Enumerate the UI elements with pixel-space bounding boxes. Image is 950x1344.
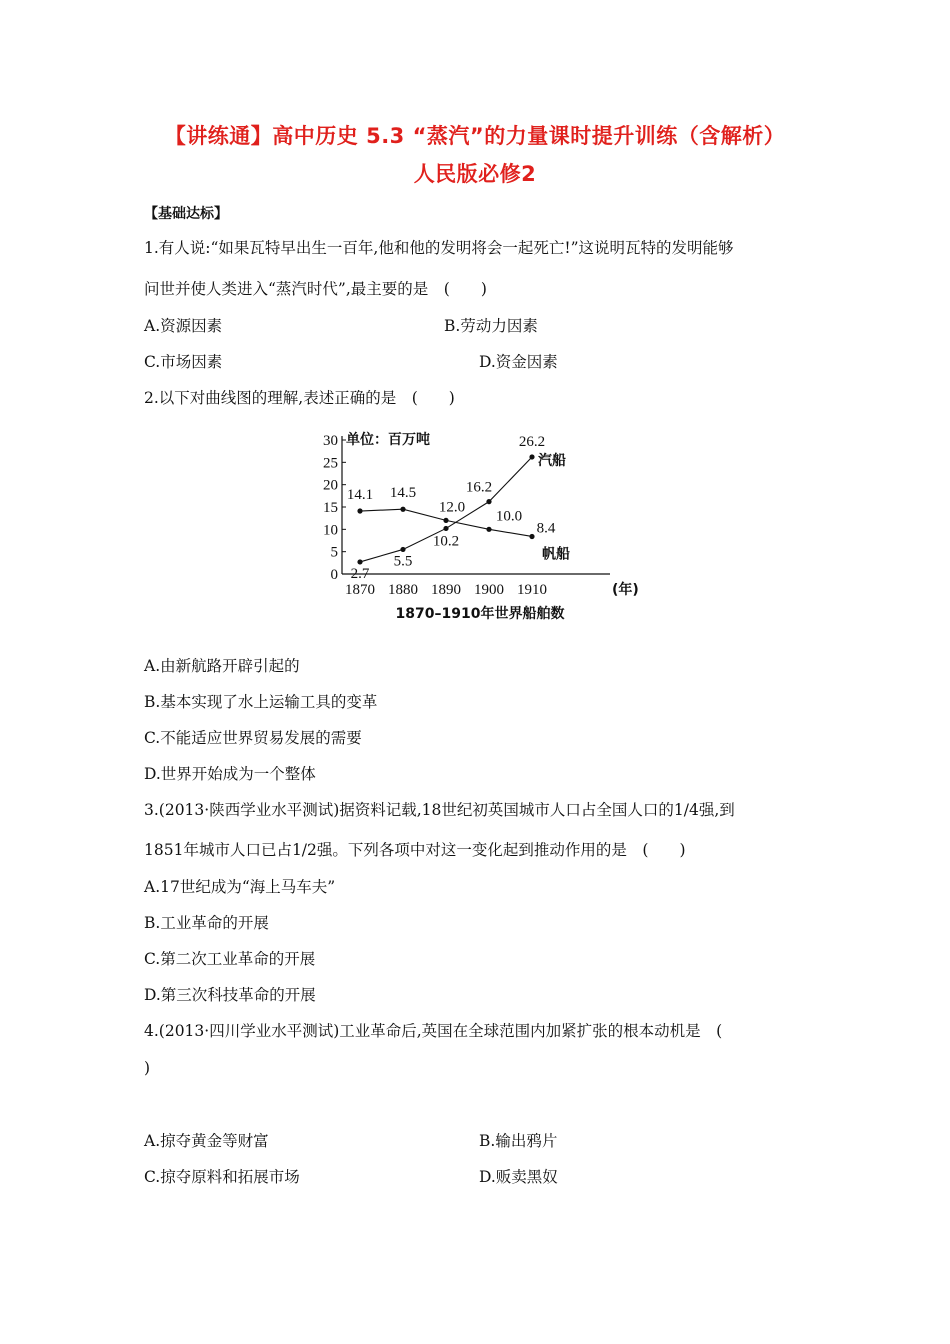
y-axis (323, 433, 346, 583)
q3-option-d: D.第三次科技革命的开展 (144, 986, 316, 1004)
q1-stem-line1: 1.有人说:“如果瓦特早出生一百年,他和他的发明将会一起死亡!”这说明瓦特的发明能够 (144, 239, 734, 257)
document-title: 【讲练通】高中历史 5.3 “蒸汽”的力量课时提升训练（含解析） (164, 124, 786, 148)
data-point (443, 526, 448, 531)
data-point (357, 508, 362, 513)
q1-option-d: D.资金因素 (479, 353, 558, 371)
data-label: 10.2 (432, 533, 460, 550)
q4-stem-line1: 4.(2013·四川学业水平测试)工业革命后,英国在全球范围内加紧扩张的根本动机是 ( (144, 1022, 723, 1040)
y-tick-label: 20 (323, 477, 338, 494)
y-tick-label: 10 (323, 522, 338, 539)
x-tick-label: 1870 (345, 582, 375, 598)
q4-option-b: B.输出鸦片 (479, 1132, 558, 1150)
chart-unit-label: 单位：百万吨 (346, 432, 430, 448)
y-tick-label: 5 (330, 544, 338, 561)
q3-option-a: A.17世纪成为“海上马车夫” (144, 878, 336, 896)
data-point (400, 547, 405, 552)
y-tick-label: 25 (323, 455, 338, 472)
q4-stem-line2: ) (144, 1059, 151, 1077)
data-label: 12.0 (438, 499, 466, 516)
data-point (529, 534, 534, 539)
x-tick-label: 1900 (474, 582, 504, 598)
data-label: 14.1 (346, 487, 374, 504)
data-point (529, 454, 534, 459)
section-heading: 【基础达标】 (144, 206, 228, 222)
q3-stem-line2: 1851年城市人口已占1/2强。下列各项中对这一变化起到推动作用的是 ( ) (144, 841, 686, 859)
q1-option-c: C.市场因素 (144, 353, 223, 371)
y-tick-label: 0 (330, 567, 338, 583)
q1-option-b: B.劳动力因素 (444, 317, 538, 335)
q4-option-d: D.贩卖黑奴 (479, 1168, 558, 1186)
q2-option-c: C.不能适应世界贸易发展的需要 (144, 729, 362, 747)
q3-option-c: C.第二次工业革命的开展 (144, 950, 316, 968)
data-point (357, 559, 362, 564)
q3-option-b: B.工业革命的开展 (144, 914, 269, 932)
x-tick-label: 1910 (517, 582, 547, 598)
q3-stem-line1: 3.(2013·陕西学业水平测试)据资料记载,18世纪初英国城市人口占全国人口的1/4强,到 (144, 801, 735, 819)
q2-option-d: D.世界开始成为一个整体 (144, 765, 316, 783)
data-label: 14.5 (389, 485, 417, 502)
q2-option-b: B.基本实现了水上运输工具的变革 (144, 693, 378, 711)
data-label: 26.2 (518, 433, 546, 450)
series-name-label: 帆船 (542, 546, 570, 563)
x-tick-label: 1880 (388, 582, 418, 598)
chart-series (347, 434, 570, 582)
data-label: 8.4 (536, 520, 556, 537)
ship-tonnage-chart (290, 422, 670, 632)
q4-option-c: C.掠夺原料和拓展市场 (144, 1168, 300, 1186)
y-tick-label: 30 (323, 433, 338, 449)
q1-option-a: A.资源因素 (144, 317, 223, 335)
q2-option-a: A.由新航路开辟引起的 (144, 657, 300, 675)
data-label: 5.5 (393, 553, 413, 570)
data-point (486, 527, 491, 532)
q2-stem: 2.以下对曲线图的理解,表述正确的是 ( ) (144, 389, 455, 407)
document-subtitle: 人民版必修2 (413, 162, 537, 186)
x-axis (342, 574, 610, 598)
y-tick-label: 15 (323, 500, 338, 516)
data-point (443, 518, 448, 523)
q4-option-a: A.掠夺黄金等财富 (144, 1132, 269, 1150)
q1-stem-line2: 问世并使人类进入“蒸汽时代”,最主要的是 ( ) (144, 280, 487, 298)
chart-title: 1870–1910年世界船舶数 (395, 606, 565, 622)
x-tick-label: 1890 (431, 582, 461, 598)
series-name-label: 汽船 (538, 452, 566, 469)
data-label: 10.0 (495, 508, 523, 525)
data-point (400, 507, 405, 512)
chart-x-axis-label: (年) (612, 582, 639, 598)
data-label: 16.2 (465, 479, 493, 496)
data-label: 2.7 (350, 565, 370, 582)
data-point (486, 499, 491, 504)
